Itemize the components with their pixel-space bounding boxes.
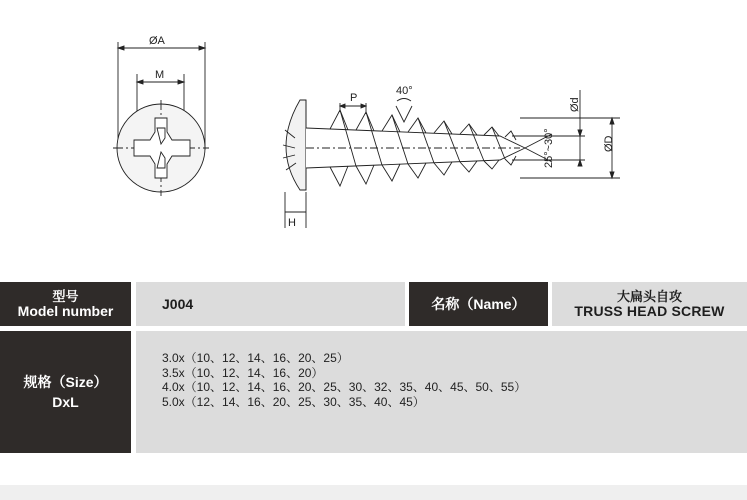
name-value-en: TRUSS HEAD SCREW: [574, 303, 725, 319]
model-label-en: Model number: [17, 302, 114, 319]
head-top-view: [113, 42, 209, 196]
size-label-en: DxL: [52, 394, 79, 410]
size-line-3-0: 3.0x（10、12、14、16、20、25）: [162, 351, 349, 365]
dim-m-label: M: [155, 69, 165, 81]
name-value-cn: 大扁头自攻: [616, 289, 682, 304]
size-label-cn: 规格（Size）: [23, 374, 108, 390]
name-label: 名称（Name）: [409, 282, 548, 326]
dim-p-label: P: [350, 92, 358, 104]
size-line-4-0: 4.0x（10、12、14、16、20、25、30、32、35、40、45、50、55）: [162, 380, 527, 394]
size-line-5-0: 5.0x（12、14、16、20、25、30、35、40、45）: [162, 394, 425, 409]
footer-bar: [0, 485, 747, 500]
size-line-3-5: 3.5x（10、12、14、16、20）: [162, 365, 324, 380]
size-list: [136, 331, 747, 453]
dim-a-label: ØA: [149, 35, 165, 47]
dim-tip-angle-label: 25°~30°: [543, 128, 555, 168]
model-label-cn: 型号: [52, 288, 79, 304]
dim-d-large-label: ØD: [603, 135, 615, 152]
model-number-value: J004: [136, 282, 405, 326]
dim-h-label: H: [288, 217, 296, 229]
size-label: [0, 331, 131, 453]
dim-d-small-label: Ød: [569, 97, 581, 112]
name-value: [552, 282, 747, 326]
model-number-label: [0, 282, 131, 326]
dim-angle-label: 40°: [396, 85, 413, 97]
